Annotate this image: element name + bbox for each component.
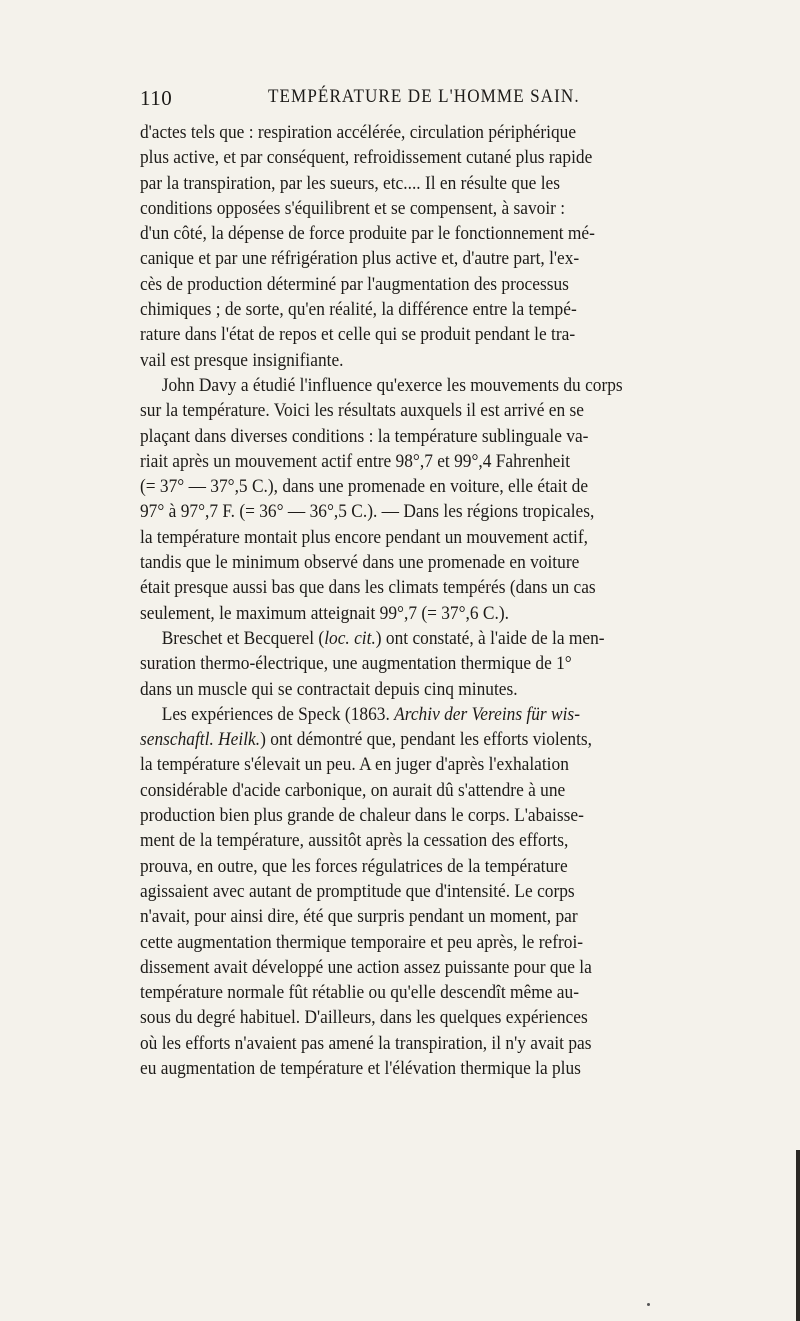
- text-line: (= 37° — 37°,5 C.), dans une promenade en voiture, elle était de: [140, 476, 589, 498]
- body-text: [140, 120, 778, 1081]
- text-line: ment de la température, aussitôt après la cessation des efforts,: [140, 830, 569, 852]
- text-line: dans un muscle qui se contractait depuis cinq minutes.: [140, 678, 518, 700]
- running-title: TEMPÉRATURE DE L'HOMME SAIN.: [268, 86, 580, 107]
- text-line: d'un côté, la dépense de force produite par le fonctionnement mé-: [140, 223, 595, 245]
- text-line: riait après un mouvement actif entre 98°,7 et 99°,4 Fahrenheit: [140, 450, 571, 472]
- text-line: plus active, et par conséquent, refroidissement cutané plus rapide: [140, 147, 593, 169]
- text-line: agissaient avec autant de promptitude que d'intensité. Le corps: [140, 880, 575, 902]
- text-line: seulement, le maximum atteignait 99°,7 (= 37°,6 C.).: [140, 602, 509, 624]
- text-line: prouva, en outre, que les forces régulatrices de la température: [140, 855, 568, 877]
- text-line: température normale fût rétablie ou qu'elle descendît même au-: [140, 982, 579, 1004]
- text-line: la température montait plus encore pendant un mouvement actif,: [140, 526, 588, 548]
- text-line: eu augmentation de température et l'élévation thermique la plus: [140, 1057, 581, 1079]
- text-line: Breschet et Becquerel (loc. cit.) ont constaté, à l'aide de la men-: [161, 627, 605, 649]
- text-line: d'actes tels que : respiration accélérée, circulation périphérique: [140, 122, 577, 143]
- text-line: cette augmentation thermique temporaire et peu après, le refroi-: [140, 931, 584, 953]
- text-line: dissement avait développé une action assez puissante pour que la: [140, 956, 592, 978]
- text-line: chimiques ; de sorte, qu'en réalité, la différence entre la tempé-: [140, 299, 577, 321]
- text-line: n'avait, pour ainsi dire, été que surpris pendant un moment, par: [140, 906, 578, 928]
- text-line: John Davy a étudié l'influence qu'exerce les mouvements du corps: [161, 374, 623, 396]
- page-header: [140, 86, 760, 116]
- text-line: production bien plus grande de chaleur dans le corps. L'abaisse-: [140, 805, 584, 827]
- text-line: vail est presque insignifiante.: [140, 349, 344, 371]
- text-line: où les efforts n'avaient pas amené la transpiration, il n'y avait pas: [140, 1032, 592, 1054]
- text-line: 97° à 97°,7 F. (= 36° — 36°,5 C.). — Dans les régions tropicales,: [140, 501, 595, 523]
- text-line: considérable d'acide carbonique, on aurait dû s'attendre à une: [140, 779, 566, 801]
- text-line: plaçant dans diverses conditions : la température sublinguale va-: [140, 425, 589, 447]
- text-line: la température s'élevait un peu. A en juger d'après l'exhalation: [140, 754, 569, 776]
- text-line: cès de production déterminé par l'augmentation des processus: [140, 273, 569, 295]
- text-line: tandis que le minimum observé dans une promenade en voiture: [140, 552, 580, 574]
- text-line: était presque aussi bas que dans les climats tempérés (dans un cas: [140, 577, 596, 599]
- text-line: conditions opposées s'équilibrent et se compensent, à savoir :: [140, 197, 566, 219]
- page-edge-shadow: [796, 1150, 800, 1321]
- text-line: sous du degré habituel. D'ailleurs, dans les quelques expériences: [140, 1007, 588, 1029]
- text-line: senschaftl. Heilk.) ont démontré que, pendant les efforts violents,: [140, 729, 593, 751]
- text-line: canique et par une réfrigération plus active et, d'autre part, l'ex-: [140, 248, 580, 270]
- text-line: par la transpiration, par les sueurs, etc.... Il en résulte que les: [140, 172, 560, 194]
- page-number: 110: [140, 86, 173, 110]
- text-line: Les expériences de Speck (1863. Archiv der Vereins für wis-: [161, 703, 580, 725]
- ink-speck: [647, 1303, 650, 1306]
- text-line: suration thermo-électrique, une augmentation thermique de 1°: [140, 653, 572, 675]
- text-line: rature dans l'état de repos et celle qui se produit pendant le tra-: [140, 324, 576, 346]
- text-line: sur la température. Voici les résultats auxquels il est arrivé en se: [140, 400, 584, 422]
